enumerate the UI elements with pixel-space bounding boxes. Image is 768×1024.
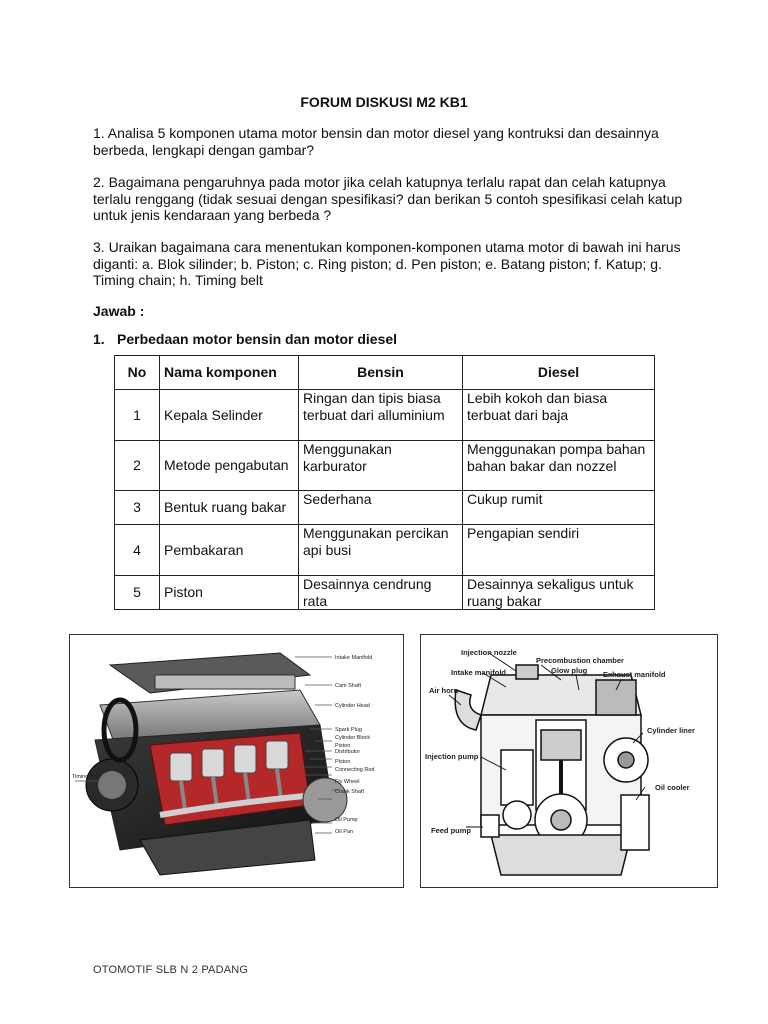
cell-diesel: Pengapian sendiri	[463, 525, 655, 576]
callout-label: Fly Wheel	[335, 779, 360, 785]
label-injection-pump: Injection pump	[425, 752, 479, 761]
callout-label: Cylinder Block	[335, 735, 371, 741]
callout-label: Piston	[335, 743, 351, 749]
cell-bensin: Menggunakan percikan api busi	[299, 525, 463, 576]
cell-diesel: Cukup rumit	[463, 491, 655, 525]
label-precombustion-chamber: Precombustion chamber	[536, 656, 624, 665]
table-row	[115, 491, 655, 525]
callout-label: Spark Plug	[335, 727, 362, 733]
table-row	[115, 441, 655, 491]
label-glow-plug: Glow plug	[551, 666, 588, 675]
petrol-engine-figure	[69, 634, 404, 888]
label-exhaust-manifold: Exhaust manifold	[603, 670, 666, 679]
cell-no: 3	[115, 491, 160, 525]
cell-diesel: Desainnya sekaligus untuk ruang bakar	[463, 576, 655, 610]
callout-label: Distributor	[335, 749, 361, 755]
answer-label: Jawab :	[93, 303, 145, 319]
header-bensin: Bensin	[299, 356, 463, 390]
table-row	[115, 576, 655, 610]
timing-belt-label: Timing Belt	[72, 774, 100, 780]
callout-label: Cam Shaft	[335, 683, 361, 689]
header-diesel: Diesel	[463, 356, 655, 390]
table-row	[115, 390, 655, 441]
callout-label: Oil Pump	[335, 817, 358, 823]
cell-bensin: Desainnya cendrung rata	[299, 576, 463, 610]
cell-bensin: Menggunakan karburator	[299, 441, 463, 491]
cell-bensin: Sederhana	[299, 491, 463, 525]
question-3: 3. Uraikan bagaimana cara menentukan komponen-komponen utama motor di bawah ini harus diganti: a. Blok silinder; b. Piston; c. Ring piston; d. Pen piston; e. Batang piston; f. Katup; g. Timing chain; h. Timing belt	[93, 239, 681, 288]
header-no: No	[115, 356, 160, 390]
label-injection-nozzle: Injection nozzle	[461, 648, 517, 657]
section-heading	[93, 331, 397, 347]
document-title: FORUM DISKUSI M2 KB1	[300, 94, 468, 110]
label-cylinder-liner: Cylinder liner	[647, 726, 695, 735]
page-footer: OTOMOTIF SLB N 2 PADANG	[93, 964, 249, 976]
diesel-engine-illustration	[421, 635, 717, 887]
cell-name: Kepala Selinder	[160, 390, 299, 441]
question-1: 1. Analisa 5 komponen utama motor bensin dan motor diesel yang kontruksi dan desainnya berbeda, lengkapi dengan gambar?	[93, 125, 659, 158]
table-row	[115, 525, 655, 576]
cell-diesel: Lebih kokoh dan biasa terbuat dari baja	[463, 390, 655, 441]
cell-no: 5	[115, 576, 160, 610]
cell-no: 2	[115, 441, 160, 491]
cell-no: 4	[115, 525, 160, 576]
diesel-engine-figure	[420, 634, 718, 888]
comparison-table	[114, 355, 655, 610]
cell-bensin: Ringan dan tipis biasa terbuat dari alluminium	[299, 390, 463, 441]
label-feed-pump: Feed pump	[431, 826, 472, 835]
label-intake-manifold: Intake manifold	[451, 668, 507, 677]
cell-name: Metode pengabutan	[160, 441, 299, 491]
cell-no: 1	[115, 390, 160, 441]
callout-label: Oil Pan	[335, 829, 354, 835]
question-2: 2. Bagaimana pengaruhnya pada motor jika celah katupnya terlalu rapat dan celah katupnya terlalu renggang (tidak sesuai dengan spesifikasi? dan berikan 5 contoh spesifikasi celah katup untuk jenis kendaraan yang berbeda ?	[93, 174, 683, 223]
callout-label: Connecting Rod	[335, 767, 375, 773]
label-oil-cooler: Oil cooler	[655, 783, 690, 792]
callout-label: Piston	[335, 759, 351, 765]
callout-label: Cylinder Head	[335, 703, 370, 709]
cell-diesel: Menggunakan pompa bahan bahan bakar dan nozzel	[463, 441, 655, 491]
callout-label: Crank Shaft	[335, 789, 365, 795]
section-number: 1.	[93, 331, 105, 347]
callout-label: Intake Manifold	[335, 655, 373, 661]
cell-name: Pembakaran	[160, 525, 299, 576]
table-header-row	[115, 356, 655, 390]
section-title: Perbedaan motor bensin dan motor diesel	[117, 331, 398, 347]
label-air-horn: Air horn	[429, 686, 459, 695]
header-name: Nama komponen	[160, 356, 299, 390]
cell-name: Piston	[160, 576, 299, 610]
cell-name: Bentuk ruang bakar	[160, 491, 299, 525]
petrol-engine-illustration	[70, 635, 403, 887]
